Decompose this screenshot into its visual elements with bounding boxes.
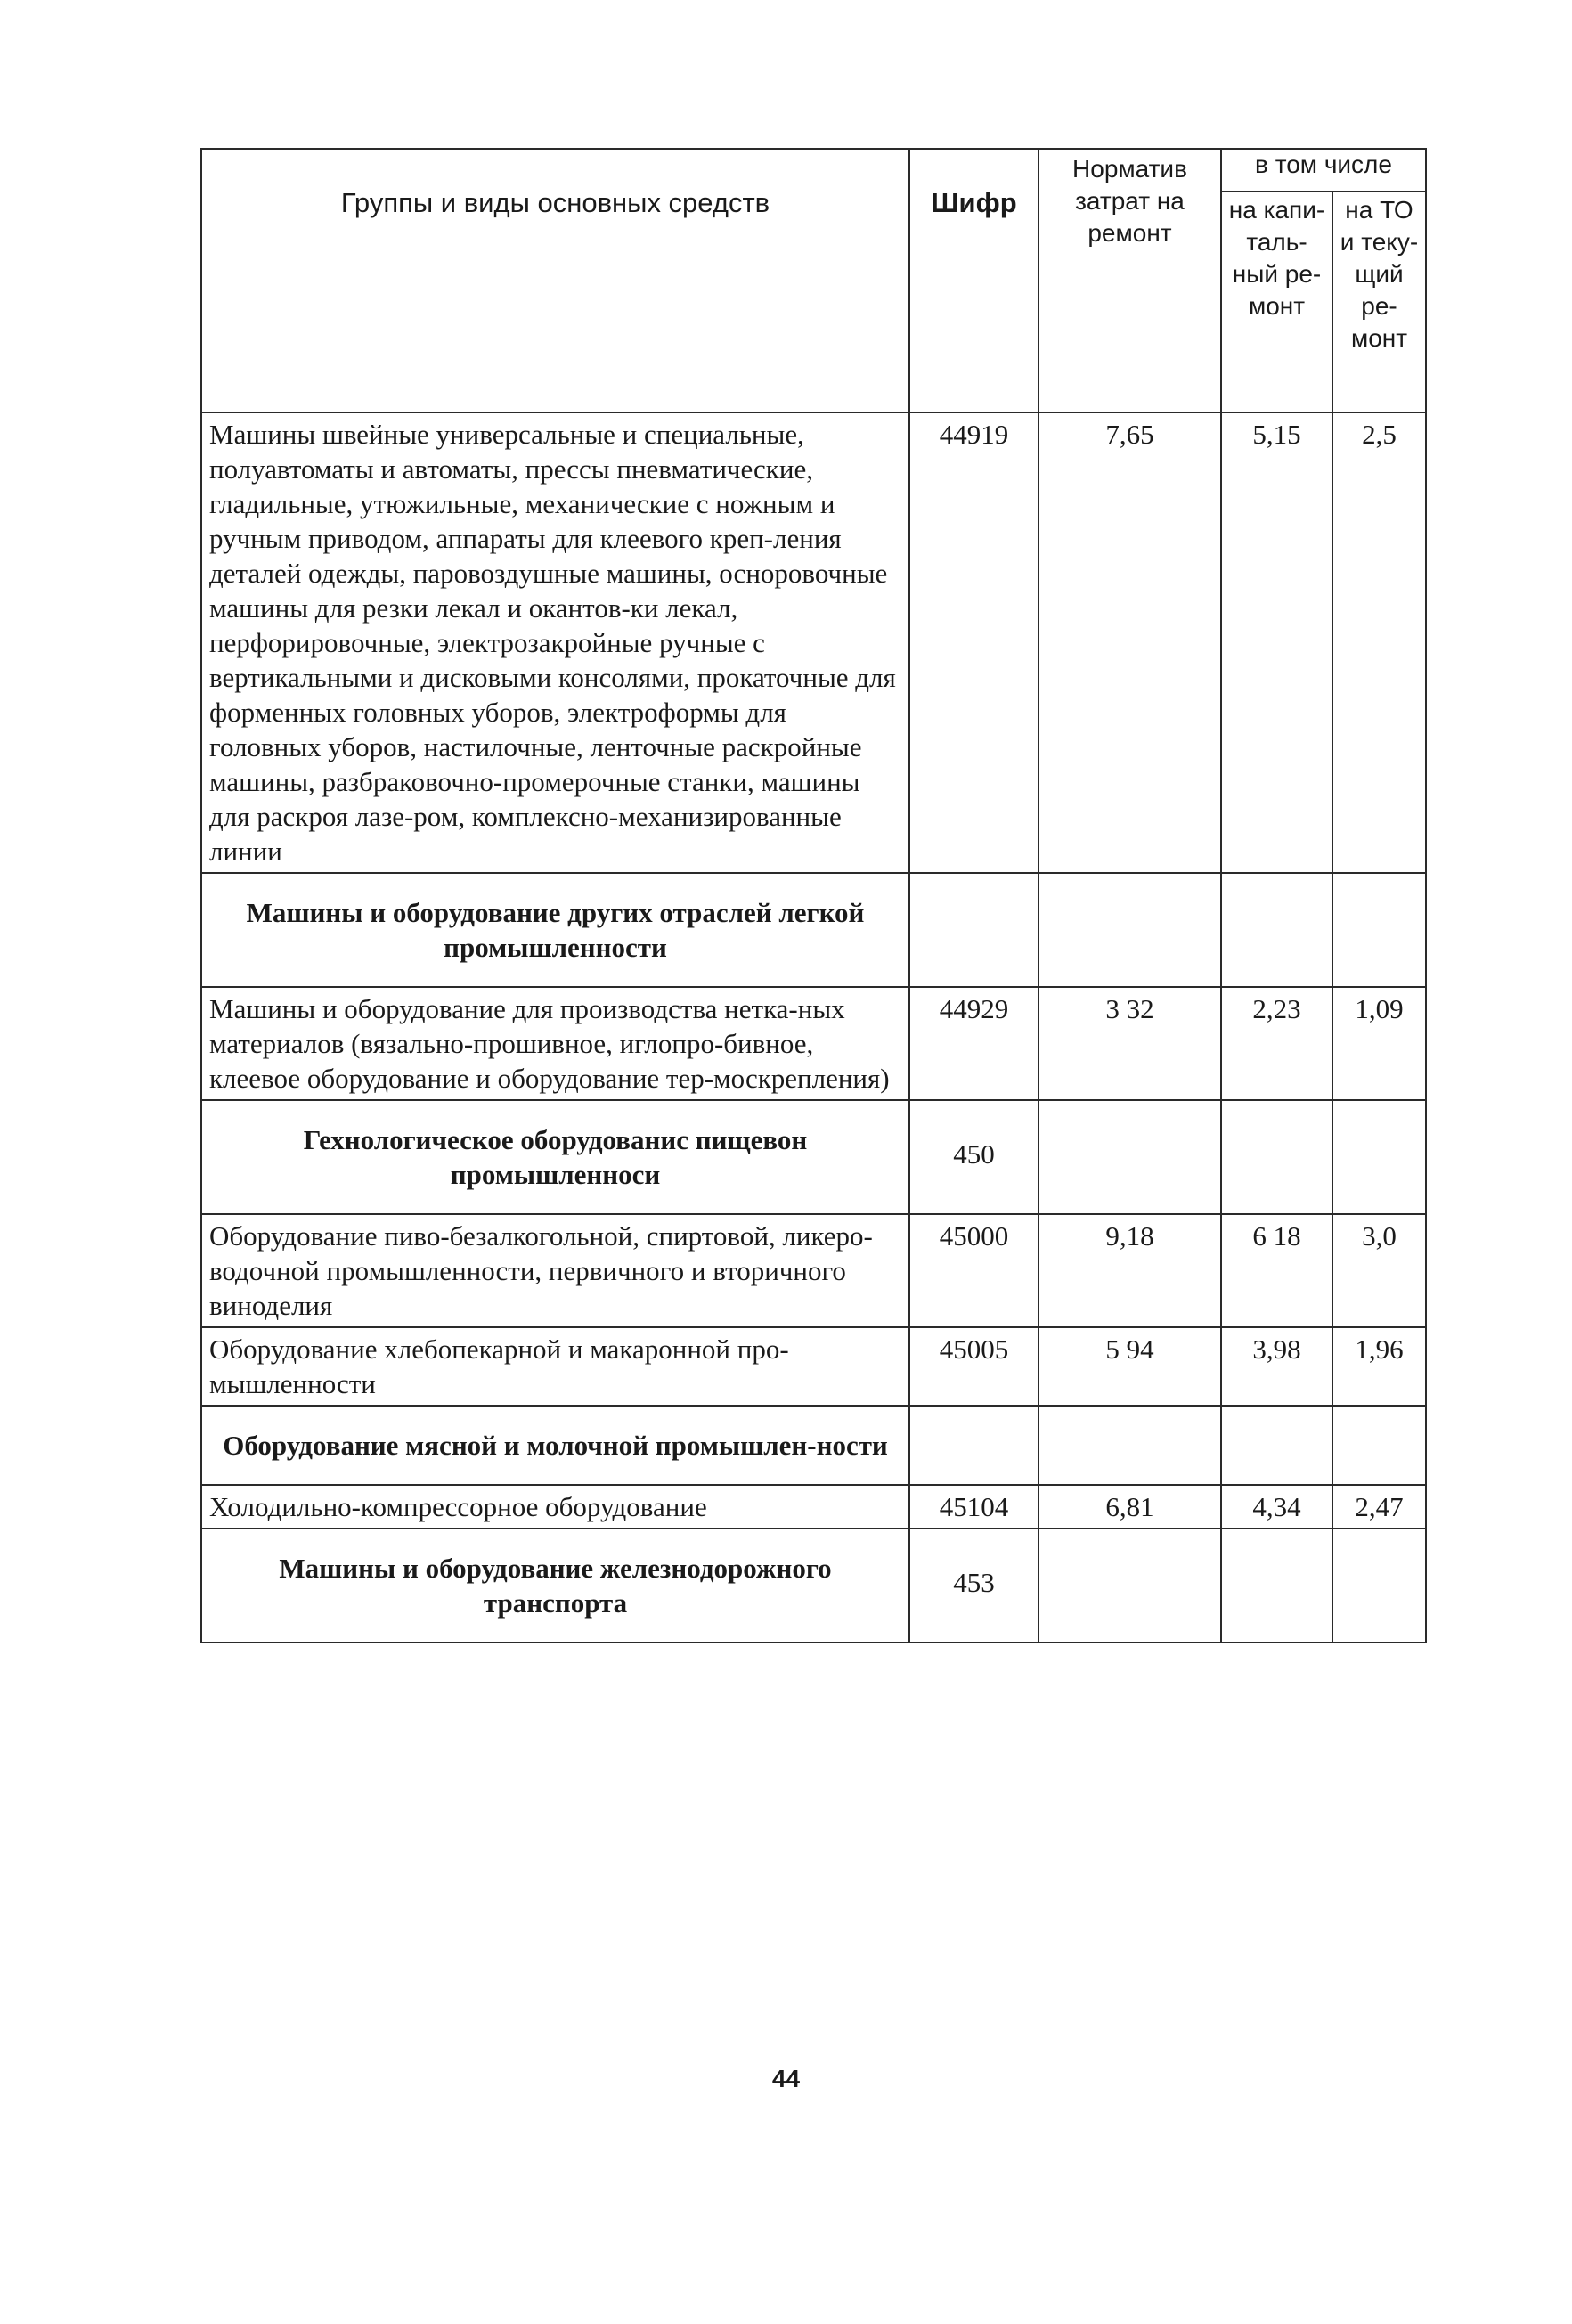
row-repair-norm: 7,65 xyxy=(1038,412,1221,873)
row-name: Машины и оборудование для производства нетка-ных материалов (вязально-прошивное, иглопро-бивное, клеевое оборудование и оборудование тер-москрепления) xyxy=(201,987,909,1100)
row-code: 453 xyxy=(909,1529,1038,1643)
table-row xyxy=(201,412,1426,873)
row-capital-repair xyxy=(1221,1529,1332,1643)
row-code: 44919 xyxy=(909,412,1038,873)
table-row xyxy=(201,1327,1426,1406)
row-name: Гехнологическое оборудованис пищевон промышленноси xyxy=(201,1100,909,1214)
table-row xyxy=(201,987,1426,1100)
row-repair-norm: 9,18 xyxy=(1038,1214,1221,1327)
row-code: 44929 xyxy=(909,987,1038,1100)
row-capital-repair: 5,15 xyxy=(1221,412,1332,873)
row-name: Оборудование пиво-безалкогольной, спиртовой, ликеро-водочной промышленности, первичного и вторичного виноделия xyxy=(201,1214,909,1327)
row-repair-norm: 3 32 xyxy=(1038,987,1221,1100)
row-current-repair xyxy=(1332,1406,1426,1485)
table-body xyxy=(201,412,1426,1643)
row-current-repair xyxy=(1332,873,1426,987)
row-code: 450 xyxy=(909,1100,1038,1214)
section-row xyxy=(201,1406,1426,1485)
header-current-repair: на ТО и теку-щий ре-монт xyxy=(1332,192,1426,412)
row-code xyxy=(909,1406,1038,1485)
header-repair-norm: Норматив затрат на ремонт xyxy=(1038,149,1221,412)
row-repair-norm xyxy=(1038,1406,1221,1485)
header-asset-groups: Группы и виды основных средств xyxy=(201,149,909,412)
row-current-repair: 2,5 xyxy=(1332,412,1426,873)
row-capital-repair: 3,98 xyxy=(1221,1327,1332,1406)
row-current-repair: 1,09 xyxy=(1332,987,1426,1100)
row-repair-norm: 6,81 xyxy=(1038,1485,1221,1529)
row-code xyxy=(909,873,1038,987)
row-current-repair: 3,0 xyxy=(1332,1214,1426,1327)
row-current-repair: 1,96 xyxy=(1332,1327,1426,1406)
row-current-repair xyxy=(1332,1100,1426,1214)
row-code: 45000 xyxy=(909,1214,1038,1327)
row-name: Оборудование хлебопекарной и макаронной про-мышленности xyxy=(201,1327,909,1406)
row-code: 45104 xyxy=(909,1485,1038,1529)
page-number: 44 xyxy=(771,2065,801,2092)
row-name: Машины и оборудование других отраслей легкой промышленности xyxy=(201,873,909,987)
row-name: Холодильно-компрессорное оборудование xyxy=(201,1485,909,1529)
row-repair-norm xyxy=(1038,873,1221,987)
section-row xyxy=(201,1100,1426,1214)
row-current-repair: 2,47 xyxy=(1332,1485,1426,1529)
table-row xyxy=(201,1485,1426,1529)
row-capital-repair: 2,23 xyxy=(1221,987,1332,1100)
row-capital-repair: 4,34 xyxy=(1221,1485,1332,1529)
row-repair-norm xyxy=(1038,1100,1221,1214)
row-capital-repair xyxy=(1221,1406,1332,1485)
row-code: 45005 xyxy=(909,1327,1038,1406)
section-row xyxy=(201,1529,1426,1643)
row-repair-norm xyxy=(1038,1529,1221,1643)
header-capital-repair: на капи-таль-ный ре-монт xyxy=(1221,192,1332,412)
row-current-repair xyxy=(1332,1529,1426,1643)
header-code: Шифр xyxy=(909,149,1038,412)
repair-norms-table xyxy=(200,148,1427,1643)
row-repair-norm: 5 94 xyxy=(1038,1327,1221,1406)
table-header xyxy=(201,149,1426,412)
row-name: Машины и оборудование железнодорожного транспорта xyxy=(201,1529,909,1643)
row-name: Машины швейные универсальные и специальные, полуавтоматы и автоматы, прессы пневматические, гладильные, утюжильные, механические с ножным и ручным приводом, аппараты для клеевого креп-ления деталей одежды, паровоздушные машины, осноровочные машины для резки лекал и окантов-ки лекал, перфорировочные, электрозакройные ручные с вертикальными и дисковыми консолями, прокаточные для форменных головных уборов, электроформы для головных уборов, настилочные, ленточные раскройные машины, разбраковочно-промерочные станки, машины для раскроя лазе-ром, комплексно-механизированные линии xyxy=(201,412,909,873)
header-including: в том числе xyxy=(1221,149,1426,192)
row-capital-repair: 6 18 xyxy=(1221,1214,1332,1327)
section-row xyxy=(201,873,1426,987)
row-capital-repair xyxy=(1221,1100,1332,1214)
row-capital-repair xyxy=(1221,873,1332,987)
table-row xyxy=(201,1214,1426,1327)
row-name: Оборудование мясной и молочной промышлен-ности xyxy=(201,1406,909,1485)
